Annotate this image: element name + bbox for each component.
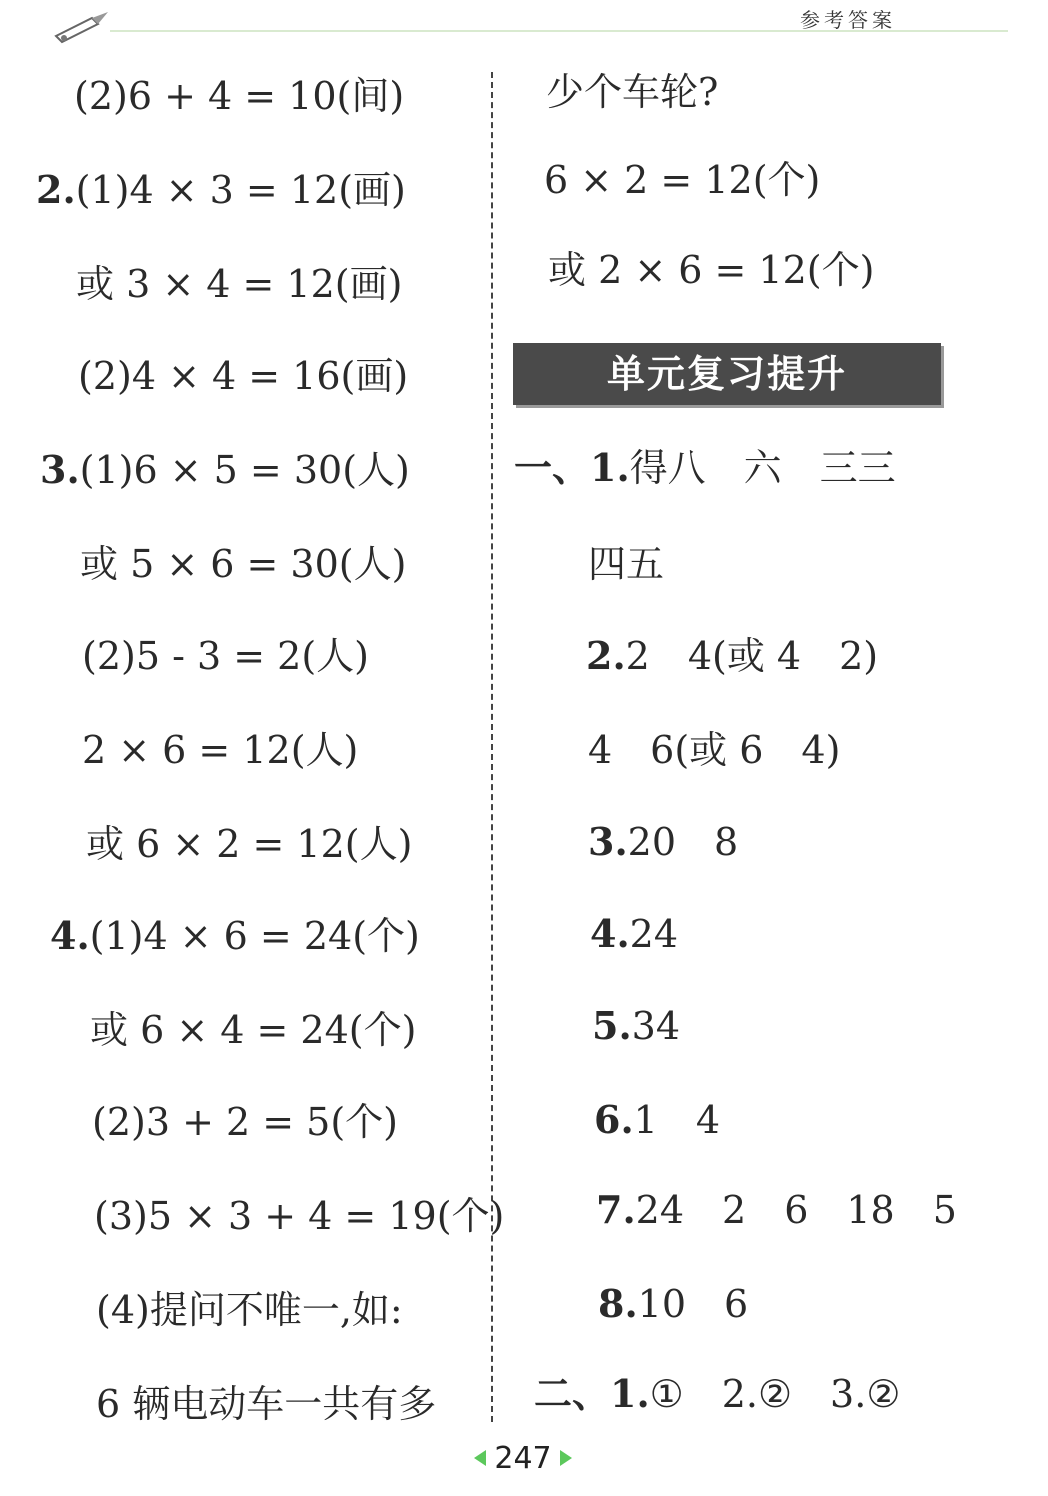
triangle-right-icon — [560, 1450, 572, 1466]
pencil-decoration-icon — [52, 6, 122, 46]
answer-line: 一、1.得八 六 三三 — [514, 445, 896, 490]
answer-line: 四五 — [588, 542, 665, 586]
answer-line: 或 2 × 6 = 12(个) — [548, 248, 875, 292]
answer-line: (2)6 + 4 = 10(间) — [74, 74, 405, 118]
answer-line: 或 6 × 2 = 12(人) — [86, 822, 413, 866]
answer-line: (2)3 + 2 = 5(个) — [92, 1100, 399, 1144]
page-number-text: 247 — [494, 1440, 552, 1476]
answer-line: 6 × 2 = 12(个) — [544, 158, 821, 202]
answer-line: 少个车轮? — [546, 70, 719, 114]
answer-line: 或 6 × 4 = 24(个) — [90, 1008, 417, 1052]
answer-line: 3.20 8 — [588, 819, 739, 864]
page-number — [458, 1436, 588, 1480]
answer-line: 8.10 6 — [598, 1281, 749, 1326]
triangle-left-icon — [474, 1450, 486, 1466]
answer-line: 2.2 4(或 4 2) — [586, 633, 879, 678]
answer-line: 3.(1)6 × 5 = 30(人) — [40, 447, 410, 492]
header-label: 参考答案 — [800, 8, 896, 32]
answer-line: 2.(1)4 × 3 = 12(画) — [36, 167, 406, 212]
answer-line: 6 辆电动车一共有多 — [96, 1382, 437, 1426]
answer-line: (3)5 × 3 + 4 = 19(个) — [94, 1194, 505, 1238]
answer-line: 4.24 — [590, 911, 679, 956]
section-title: 单元复习提升 — [513, 343, 941, 405]
answer-line: 7.24 2 6 18 5 — [596, 1187, 957, 1232]
answer-line: 或 5 × 6 = 30(人) — [80, 542, 407, 586]
answer-line: 2 × 6 = 12(人) — [82, 728, 359, 772]
answer-line: (2)5 - 3 = 2(人) — [82, 634, 370, 678]
answer-line: 6.1 4 — [594, 1097, 721, 1142]
answer-line: (2)4 × 4 = 16(画) — [78, 354, 409, 398]
answer-line: 4 6(或 6 4) — [588, 728, 841, 772]
answer-line: (4)提问不唯一,如: — [96, 1288, 403, 1332]
answer-line: 或 3 × 4 = 12(画) — [76, 262, 403, 306]
answer-line: 二、1.① 2.② 3.② — [534, 1371, 901, 1416]
answer-line: 5.34 — [592, 1003, 681, 1048]
answer-line: 4.(1)4 × 6 = 24(个) — [50, 913, 420, 958]
